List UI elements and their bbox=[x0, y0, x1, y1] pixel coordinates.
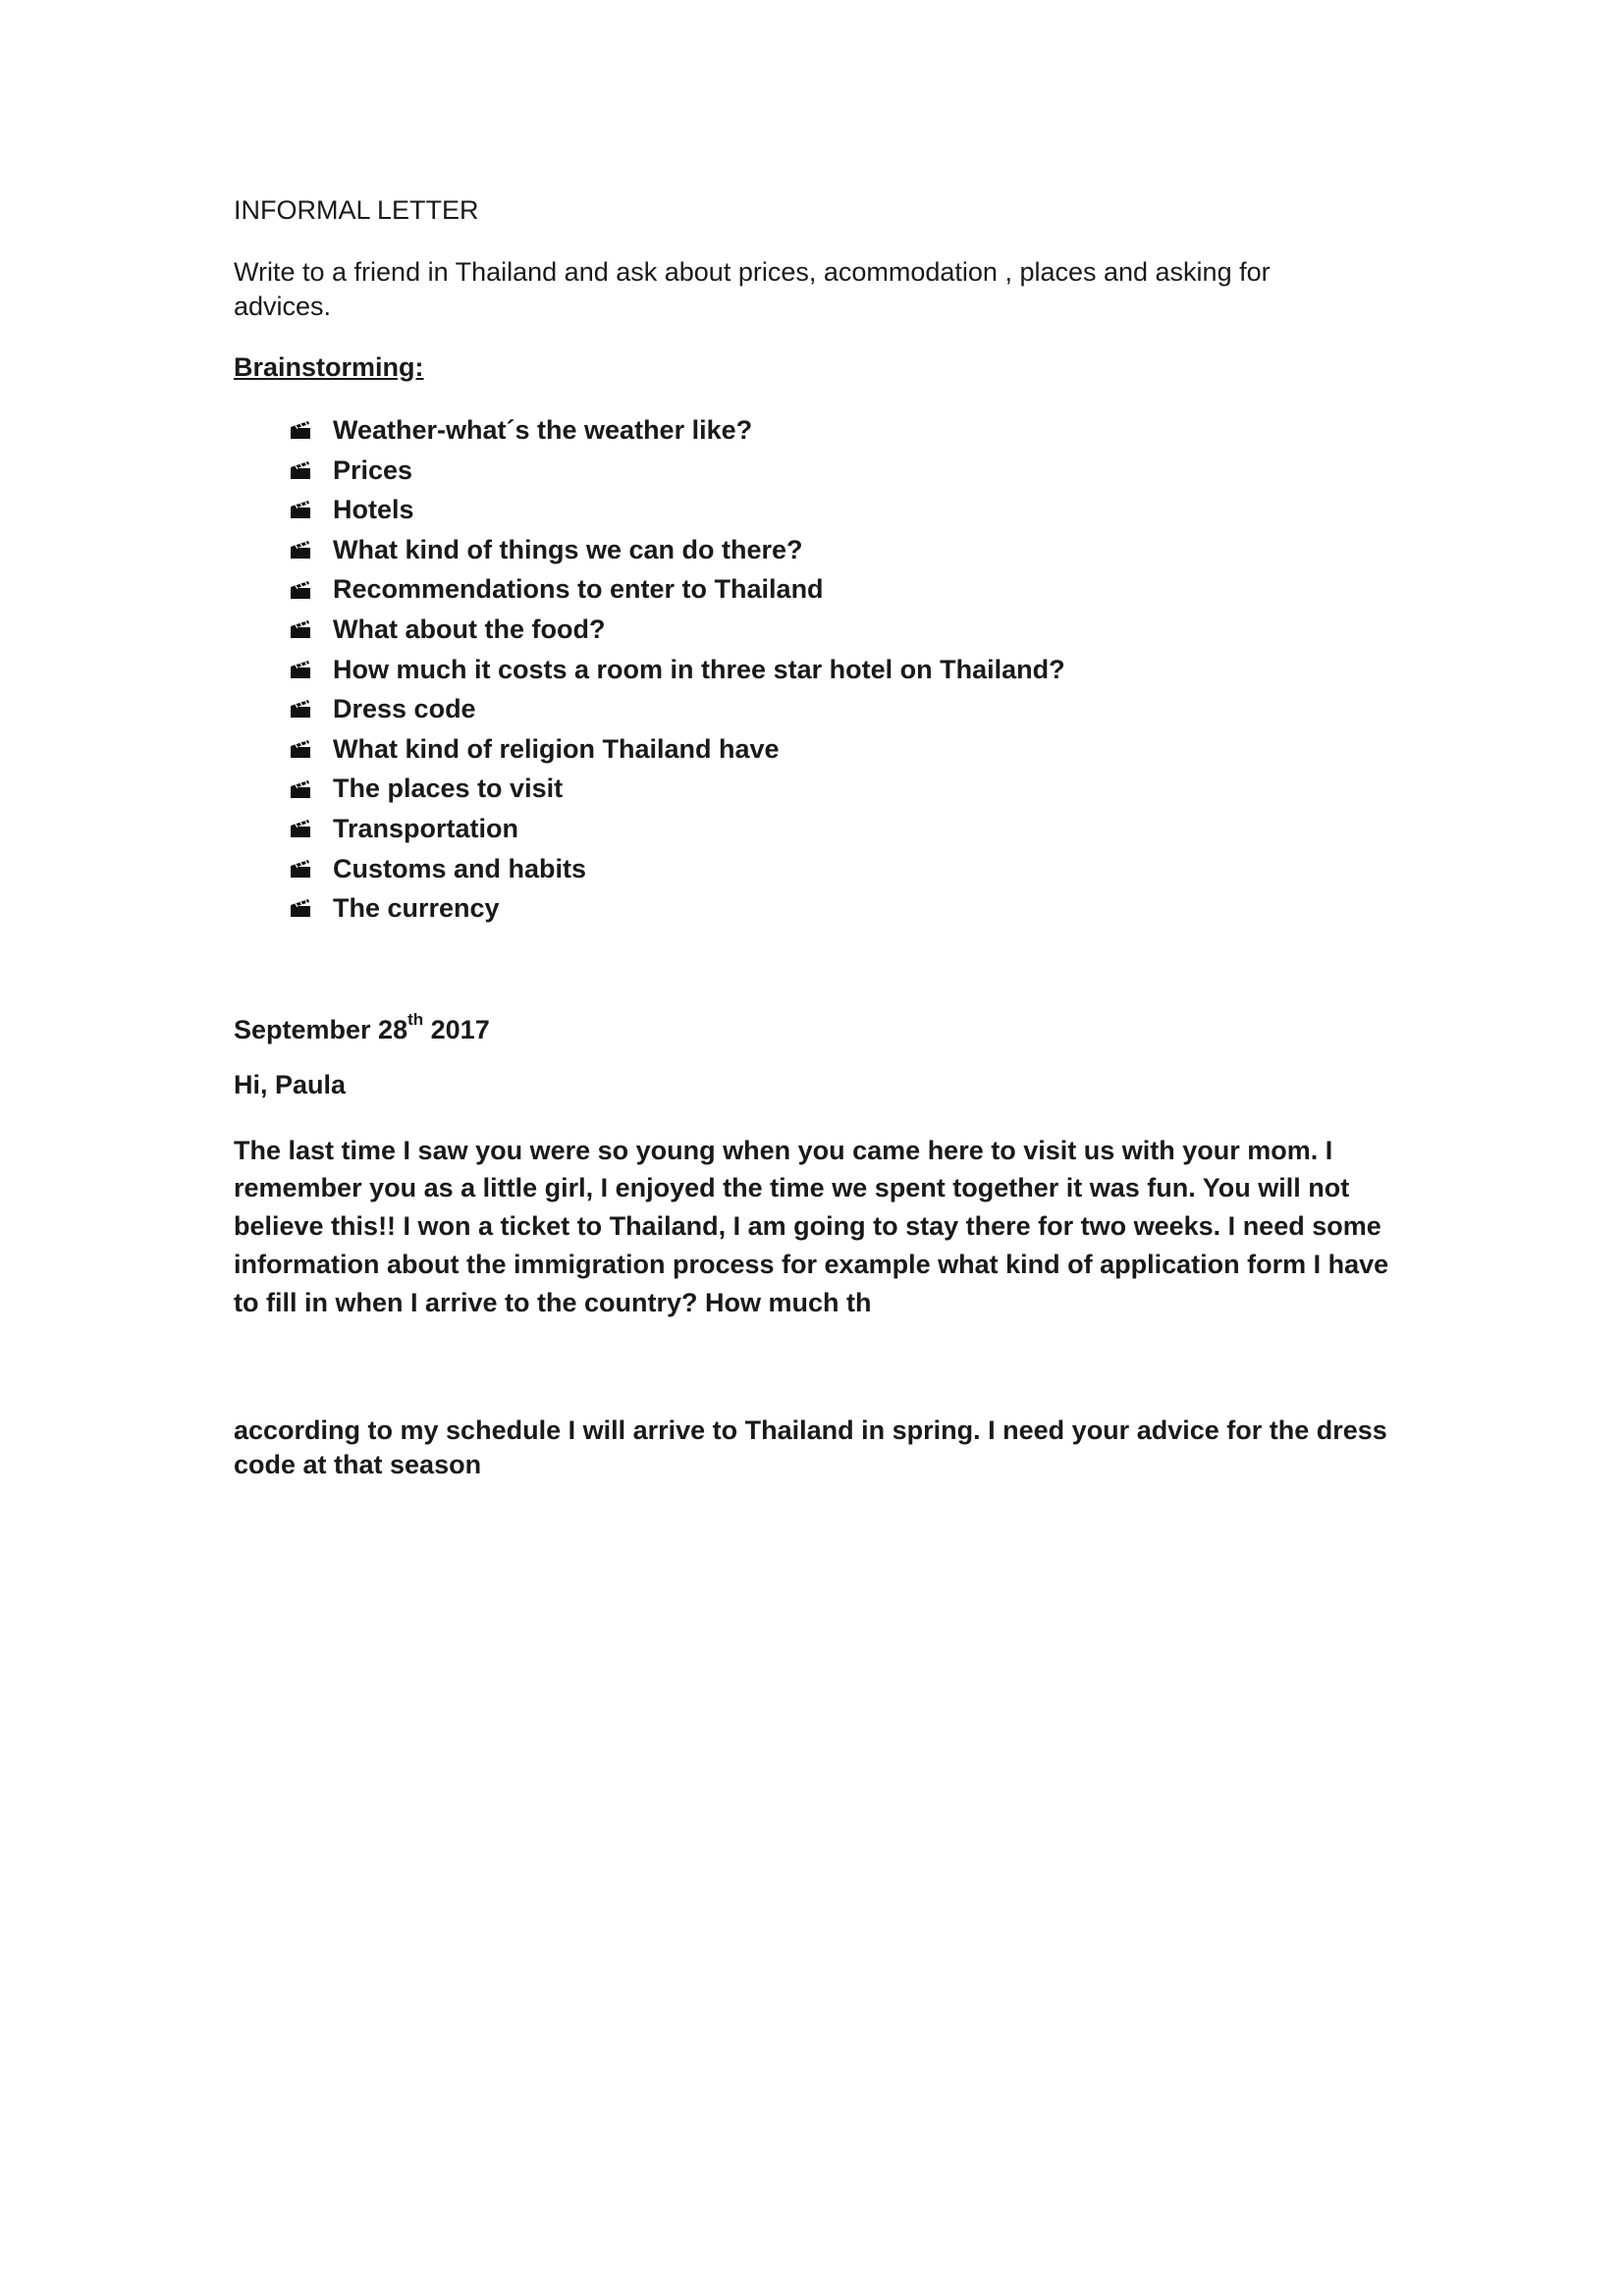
bullet-label: Prices bbox=[333, 454, 413, 485]
clapperboard-icon bbox=[290, 619, 311, 639]
brainstorming-list-item bbox=[290, 610, 1412, 650]
bullet-label: Customs and habits bbox=[333, 853, 587, 883]
clapperboard-icon bbox=[290, 739, 311, 759]
brainstorming-list-item bbox=[290, 490, 1412, 530]
brainstorming-list-item bbox=[290, 410, 1412, 451]
clapperboard-icon bbox=[290, 660, 311, 679]
writing-prompt: Write to a friend in Thailand and ask about prices, acommodation , places and asking for advices. bbox=[234, 257, 1271, 321]
document-content bbox=[234, 192, 1412, 1482]
letter-body-paragraph-2: according to my schedule I will arrive to Thailand in spring. I need your advice for the dress code at that season bbox=[234, 1415, 1387, 1480]
brainstorming-list bbox=[234, 410, 1412, 929]
clapperboard-icon bbox=[290, 580, 311, 600]
clapperboard-icon bbox=[290, 859, 311, 879]
bullet-label: The places to visit bbox=[333, 774, 564, 804]
bullet-label: What kind of things we can do there? bbox=[333, 534, 803, 564]
brainstorming-list-item bbox=[290, 530, 1412, 570]
letter-body-paragraph-1: The last time I saw you were so young when you came here to visit us with your mom. I remember you as a little girl, I enjoyed the time we spent together it was fun. You will not believe this!! I won a ticket to Thailand, I am going to stay there for two weeks. I need some information about the immigration process for example what kind of application form I have to fill in when I arrive to the country? How much th bbox=[234, 1135, 1389, 1317]
letter-greeting: Hi, Paula bbox=[234, 1069, 347, 1099]
bullet-label: Dress code bbox=[333, 694, 476, 724]
brainstorming-title: Brainstorming: bbox=[234, 352, 424, 382]
clapperboard-icon bbox=[290, 500, 311, 519]
brainstorming-list-item bbox=[290, 849, 1412, 889]
clapperboard-icon bbox=[290, 779, 311, 799]
brainstorming-list-item bbox=[290, 689, 1412, 729]
clapperboard-icon bbox=[290, 699, 311, 719]
bullet-label: Recommendations to enter to Thailand bbox=[333, 574, 824, 605]
bullet-label: Weather-what´s the weather like? bbox=[333, 415, 753, 445]
date-superscript: th bbox=[407, 1009, 424, 1029]
date-prefix: September 28 bbox=[234, 1014, 408, 1044]
letter-date bbox=[234, 1009, 1412, 1047]
document-heading: INFORMAL LETTER bbox=[234, 195, 479, 225]
brainstorming-list-item bbox=[290, 650, 1412, 690]
bullet-label: How much it costs a room in three star hotel on Thailand? bbox=[333, 654, 1065, 684]
date-suffix: 2017 bbox=[423, 1014, 490, 1044]
bullet-label: What kind of religion Thailand have bbox=[333, 733, 780, 764]
bullet-label: Transportation bbox=[333, 813, 519, 843]
bullet-label: What about the food? bbox=[333, 614, 606, 644]
clapperboard-icon bbox=[290, 540, 311, 560]
bullet-label: The currency bbox=[333, 893, 500, 924]
clapperboard-icon bbox=[290, 819, 311, 838]
clapperboard-icon bbox=[290, 460, 311, 480]
clapperboard-icon bbox=[290, 898, 311, 918]
brainstorming-list-item bbox=[290, 888, 1412, 929]
brainstorming-list-item bbox=[290, 451, 1412, 491]
brainstorming-list-item bbox=[290, 729, 1412, 770]
bullet-label: Hotels bbox=[333, 495, 414, 525]
brainstorming-list-item bbox=[290, 769, 1412, 809]
brainstorming-list-item bbox=[290, 809, 1412, 849]
brainstorming-list-item bbox=[290, 569, 1412, 610]
clapperboard-icon bbox=[290, 420, 311, 440]
